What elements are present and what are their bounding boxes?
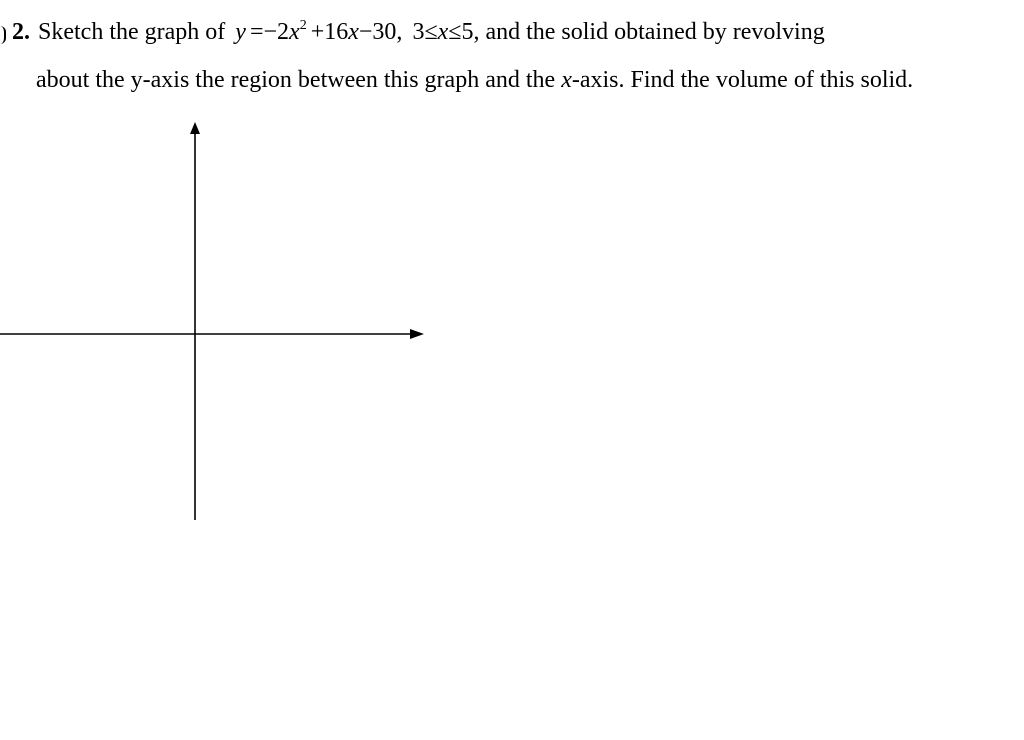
problem-line-2-a: about the y-axis the region between this graph and the (36, 67, 562, 93)
problem-number: 2. (12, 19, 30, 45)
problem-line-1-tail: , and the solid obtained by revolving (473, 19, 825, 45)
domain-upper: 5 (461, 19, 474, 45)
domain-le-1: ≤ (424, 19, 438, 45)
domain-x: x (437, 19, 449, 45)
eq-equals: = (249, 19, 264, 45)
eq-coefficient: −2 (263, 19, 290, 45)
eq-x-squared-base: x (289, 19, 300, 45)
problem-line-2-x: x (561, 67, 572, 93)
domain-le-2: ≤ (448, 19, 462, 45)
eq-exponent: 2 (299, 18, 307, 33)
problem-line-2-b: -axis. Find the volume of this solid. (571, 67, 914, 93)
eq-y: y (235, 19, 246, 45)
domain-lower: 3 (412, 19, 425, 45)
eq-x-linear: x (348, 19, 359, 45)
eq-constant: −30, (358, 19, 403, 45)
eq-linear-coefficient: +16 (310, 19, 349, 45)
problem-intro: Sketch the graph of (38, 19, 226, 45)
x-axis-arrowhead (410, 329, 424, 339)
y-axis-arrowhead (190, 122, 200, 134)
